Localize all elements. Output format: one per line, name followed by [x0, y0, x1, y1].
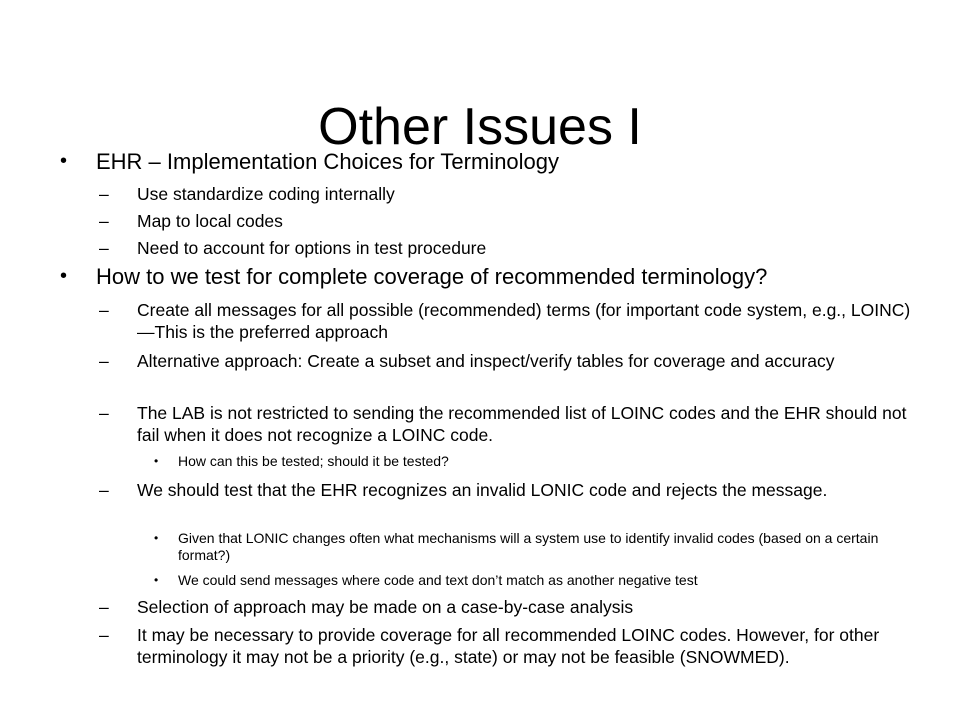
sub-item-text: Selection of approach may be made on a case-by-case analysis	[137, 597, 634, 617]
sub-item	[99, 210, 917, 232]
sub-item-text: Map to local codes	[137, 211, 283, 231]
sub-item-text: The LAB is not restricted to sending the recommended list of LOINC codes and the EHR should not fail when it does not recognize a LOINC code.	[137, 403, 907, 445]
sub-item-text: Create all messages for all possible (recommended) terms (for important code system, e.g., LOINC)—This is the preferred approach	[137, 300, 911, 342]
sub-item-text: We should test that the EHR recognizes an invalid LONIC code and rejects the message.	[137, 480, 828, 500]
small-bullet-marker: •	[154, 573, 159, 587]
dash-marker: –	[99, 351, 109, 371]
dash-marker: –	[99, 300, 109, 320]
sub-item	[99, 402, 917, 446]
small-bullet-marker: •	[154, 454, 159, 468]
dash-marker: –	[99, 211, 109, 231]
sub-sub-item	[154, 453, 888, 470]
dash-marker: –	[99, 238, 109, 258]
bullet-text: How to we test for complete coverage of recommended terminology?	[96, 264, 768, 289]
sub-item	[99, 596, 917, 618]
sub-sub-item-text: Given that LONIC changes often what mechanisms will a system use to identify invalid codes (based on a certain format?)	[178, 530, 879, 563]
sub-item	[99, 350, 917, 372]
sub-sub-item-text: We could send messages where code and text don’t match as another negative test	[178, 572, 698, 588]
sub-item-text: Alternative approach: Create a subset and inspect/verify tables for coverage and accuracy	[137, 351, 835, 371]
bullet-item	[60, 148, 896, 175]
dash-marker: –	[99, 597, 109, 617]
sub-item-text: Use standardize coding internally	[137, 184, 395, 204]
sub-item	[99, 299, 917, 343]
sub-item	[99, 624, 917, 668]
bullet-item	[60, 263, 896, 290]
bullet-marker: •	[60, 150, 68, 172]
dash-marker: –	[99, 403, 109, 423]
small-bullet-marker: •	[154, 531, 159, 545]
sub-item	[99, 479, 917, 501]
dash-marker: –	[99, 625, 109, 645]
dash-marker: –	[99, 184, 109, 204]
sub-item-text: Need to account for options in test procedure	[137, 238, 487, 258]
sub-item-text: It may be necessary to provide coverage for all recommended LOINC codes. However, for other terminology it may not be a priority (e.g., state) or may not be feasible (SNOWMED).	[137, 625, 880, 667]
sub-sub-item	[154, 572, 888, 589]
slide-title: Other Issues I	[318, 97, 642, 156]
sub-item	[99, 237, 917, 259]
sub-sub-item-text: How can this be tested; should it be tested?	[178, 453, 449, 469]
sub-item	[99, 183, 917, 205]
bullet-text: EHR – Implementation Choices for Terminology	[96, 149, 560, 174]
bullet-marker: •	[60, 265, 68, 287]
sub-sub-item	[154, 530, 888, 564]
dash-marker: –	[99, 480, 109, 500]
